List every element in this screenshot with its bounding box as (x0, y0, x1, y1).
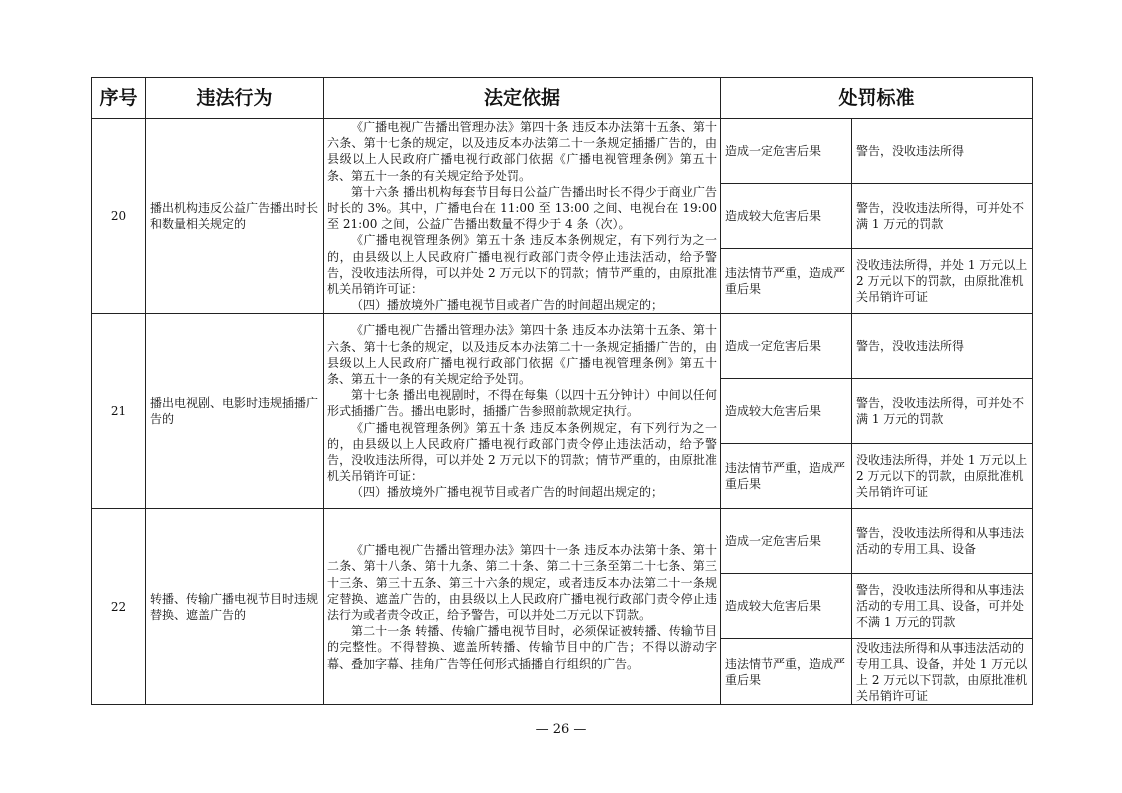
table-header-row (92, 78, 1033, 119)
table-row (92, 314, 1033, 379)
row-number: 20 (92, 119, 146, 314)
table-row (92, 509, 1033, 574)
basis-paragraph: 第十七条 播出电视剧时，不得在每集（以四十五分钟计）中间以任何形式插播广告。播出电影时，插播广告参照前款规定执行。 (327, 388, 717, 419)
header-seq: 序号 (92, 78, 146, 119)
circumstance: 造成较大危害后果 (721, 574, 852, 639)
basis-paragraph: 《广播电视广告播出管理办法》第四十条 违反本办法第十五条、第十六条、第十七条的规定，以及违反本办法第二十一条规定插播广告的，由县级以上人民政府广播电视行政部门依据《广播电视管理条例》第五十条、第五十一条的有关规定给予处罚。 (327, 120, 717, 183)
basis-paragraph: （四）播放境外广播电视节目或者广告的时间超出规定的； (351, 298, 664, 313)
header-basis: 法定依据 (324, 78, 721, 119)
legal-basis (324, 509, 721, 705)
violation-behavior: 转播、传输广播电视节目时违规替换、遮盖广告的 (146, 509, 324, 705)
penalty-standard: 没收违法所得，并处 1 万元以上 2 万元以下的罚款，由原批准机关吊销许可证 (852, 249, 1033, 314)
header-behavior: 违法行为 (146, 78, 324, 119)
basis-paragraph: 《广播电视广告播出管理办法》第四十一条 违反本办法第十条、第十二条、第十八条、第十九条、第二十条、第二十三条至第二十七条、第三十三条、第三十五条、第三十六条的规定，或者违反本办法第二十一条规定替换、遮盖广告的，由县级以上人民政府广播电视行政部门责令停止违法行为或者责令改正，给予警告，可以并处二万元以下罚款。 (327, 543, 717, 622)
circumstance: 违法情节严重，造成严重后果 (721, 444, 852, 509)
penalty-standard: 没收违法所得和从事违法活动的专用工具、设备，并处 1 万元以上 2 万元以下罚款，由原批准机关吊销许可证 (852, 639, 1033, 705)
violation-behavior: 播出机构违反公益广告播出时长和数量相关规定的 (146, 119, 324, 314)
penalty-table (91, 77, 1033, 705)
header-penalty: 处罚标准 (721, 78, 1033, 119)
basis-paragraph: 《广播电视广告播出管理办法》第四十条 违反本办法第十五条、第十六条、第十七条的规定，以及违反本办法第二十一条规定插播广告的，由县级以上人民政府广播电视行政部门依据《广播电视管理条例》第五十条、第五十一条的有关规定给予处罚。 (327, 323, 717, 386)
penalty-standard: 警告，没收违法所得 (852, 119, 1033, 184)
circumstance: 造成一定危害后果 (721, 509, 852, 574)
penalty-standard: 警告，没收违法所得，可并处不满 1 万元的罚款 (852, 379, 1033, 444)
basis-paragraph: （四）播放境外广播电视节目或者广告的时间超出规定的； (351, 485, 664, 500)
table-row (92, 119, 1033, 184)
circumstance: 造成一定危害后果 (721, 119, 852, 184)
row-number: 22 (92, 509, 146, 705)
basis-paragraph: 《广播电视管理条例》第五十条 违反本条例规定，有下列行为之一的，由县级以上人民政府广播电视行政部门责令停止违法活动，给予警告，没收违法所得，可以并处 2 万元以下的罚款；情节严重的，由原批准机关吊销许可证： (327, 233, 717, 297)
row-number: 21 (92, 314, 146, 509)
basis-paragraph: 第十六条 播出机构每套节目每日公益广告播出时长不得少于商业广告时长的 3%。其中，广播电台在 11:00 至 13:00 之间、电视台在 19:00 至 21:00 之间，公益广告播出数量不得少于 4 条（次）。 (327, 184, 717, 232)
circumstance: 造成较大危害后果 (721, 184, 852, 249)
legal-basis (324, 314, 721, 509)
penalty-standard: 没收违法所得，并处 1 万元以上 2 万元以下的罚款，由原批准机关吊销许可证 (852, 444, 1033, 509)
penalty-standard: 警告，没收违法所得，可并处不满 1 万元的罚款 (852, 184, 1033, 249)
violation-behavior: 播出电视剧、电影时违规插播广告的 (146, 314, 324, 509)
circumstance: 造成较大危害后果 (721, 379, 852, 444)
circumstance: 造成一定危害后果 (721, 314, 852, 379)
circumstance: 违法情节严重，造成严重后果 (721, 639, 852, 705)
basis-paragraph: 《广播电视管理条例》第五十条 违反本条例规定，有下列行为之一的，由县级以上人民政府广播电视行政部门责令停止违法活动，给予警告，没收违法所得，可以并处 2 万元以下的罚款；情节严重的，由原批准机关吊销许可证： (327, 420, 717, 484)
penalty-standard: 警告，没收违法所得和从事违法活动的专用工具、设备 (852, 509, 1033, 574)
circumstance: 违法情节严重，造成严重后果 (721, 249, 852, 314)
basis-paragraph: 第二十一条 转播、传输广播电视节目时，必须保证被转播、传输节目的完整性。不得替换、遮盖所转播、传输节目中的广告；不得以游动字幕、叠加字幕、挂角广告等任何形式插播自行组织的广告。 (327, 624, 717, 671)
page-number: — 26 — (535, 722, 587, 737)
penalty-standard: 警告，没收违法所得和从事违法活动的专用工具、设备，可并处不满 1 万元的罚款 (852, 574, 1033, 639)
legal-basis (324, 119, 721, 314)
penalty-standard: 警告，没收违法所得 (852, 314, 1033, 379)
